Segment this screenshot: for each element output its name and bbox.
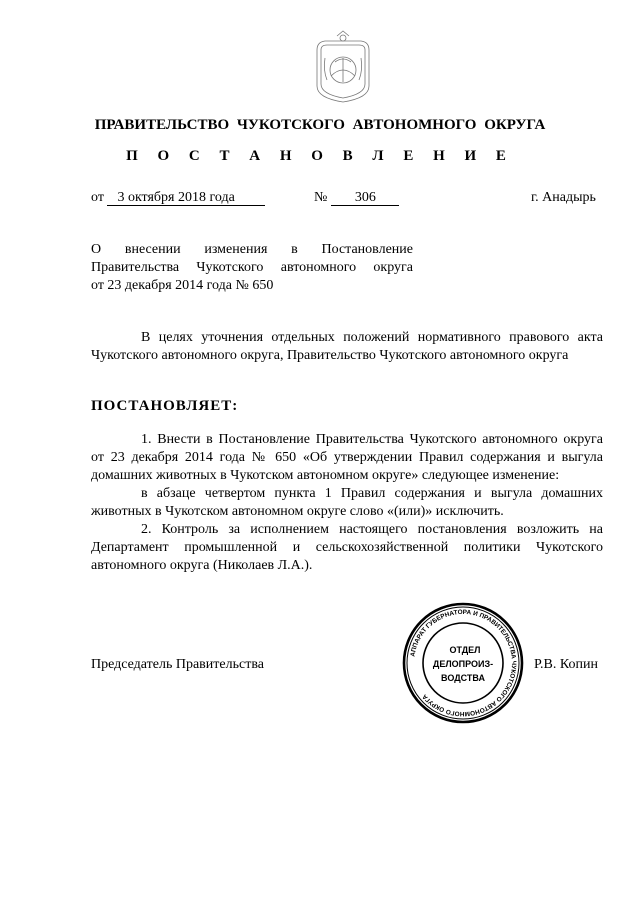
date-prefix: от xyxy=(91,190,104,205)
document-subject xyxy=(91,241,413,295)
stamp-ring-text: АППАРАТ ГУБЕРНАТОРА И ПРАВИТЕЛЬСТВА ЧУКОТСКОГО АВТОНОМНОГО ОКРУГА xyxy=(409,608,518,718)
signer-name: Р.В. Копин xyxy=(534,657,598,672)
coat-of-arms-icon xyxy=(311,28,375,104)
item-2: 2. Контроль за исполнением настоящего постановления возложить на Департамент промышленной и сельскохозяйственной политики Чукотского автономного округа (Николаев Л.А.). xyxy=(91,522,603,573)
preamble xyxy=(91,329,603,365)
subject-line: О внесении изменения в Постановление xyxy=(91,242,413,257)
date-value: 3 октября 2018 года xyxy=(107,190,265,206)
item-1-detail: в абзаце четвертом пункта 1 Правил содержания и выгула домашних животных в Чукотском автономном округе слово «(или)» исключить. xyxy=(91,486,603,519)
subject-line: Правительства Чукотского автономного округа xyxy=(91,260,413,275)
number-field xyxy=(314,190,399,206)
signer-position: Председатель Правительства xyxy=(91,657,264,672)
place: г. Анадырь xyxy=(531,190,596,205)
number-value: 306 xyxy=(331,190,399,206)
resolution-items xyxy=(91,431,603,575)
document-type: П О С Т А Н О В Л Е Н И Е xyxy=(126,148,514,164)
item-1: 1. Внести в Постановление Правительства Чукотского автономного округа от 23 декабря 2014 года № 650 «Об утверждении Правил содержания и выгула домашних животных в Чукотском автономном округе» следующее изменение: xyxy=(91,432,603,483)
number-prefix: № xyxy=(314,190,328,205)
stamp-line: ВОДСТВА xyxy=(441,673,485,683)
date-field xyxy=(91,190,265,206)
organization-title: ПРАВИТЕЛЬСТВО ЧУКОТСКОГО АВТОНОМНОГО ОКРУГА xyxy=(94,117,546,133)
stamp-line: ДЕЛОПРОИЗ- xyxy=(432,659,494,669)
subject-line: от 23 декабря 2014 года № 650 xyxy=(91,278,274,293)
stamp-line: ОТДЕЛ xyxy=(449,645,481,655)
office-stamp xyxy=(401,601,525,725)
preamble-text: В целях уточнения отдельных положений нормативного правового акта Чукотского автономного округа, Правительство Чукотского автономного округа xyxy=(91,330,603,363)
resolve-heading: ПОСТАНОВЛЯЕТ: xyxy=(91,398,239,414)
